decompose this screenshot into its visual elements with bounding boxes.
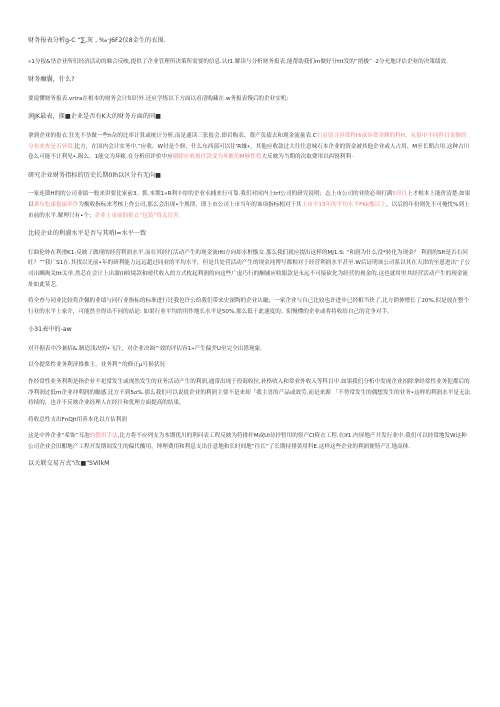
paragraph-4 xyxy=(28,189,472,221)
paragraph-3 xyxy=(28,131,472,163)
section-heading-5: 小31表中的-aw xyxy=(28,326,72,334)
highlighted-text-run: 剔除应收预付款变为坏账的M够性将 xyxy=(172,154,262,161)
text-run: 这是中外企业“希饰”耳泡 xyxy=(28,433,90,440)
text-run: 上才根本上能价清楚.如果以 xyxy=(28,191,471,208)
text-run: 为衡收指标来考核上作公司,那么会出现•个规律，即上市公司上市当年的该项指标相对于其 xyxy=(78,201,302,208)
paragraph-9: 作经常性业务利利是指企业不祀常发生或现然发生的业务活动产生的利润,通常出现于投诲收拉,补格收入和常业外收入等科目中.如果我们分析中发现企业扣除拿经常性业务犯都后的净利润过低m企业冲利润的触感,比方不到5o%.那么我们可以说徙企业的利润主要不是来却「我主喜的产品或效劳,而是来源 「不势常发生的偶想发生的业务•这样的利润水平是无法持续的，也并不反映企业经理人在经汁和优理方面提高的结果, xyxy=(28,379,471,407)
section-heading-6: 以关联交易方式"改■"SVilkM xyxy=(28,459,110,467)
paragraph-11 xyxy=(28,431,472,452)
paragraph-10: 将收总性支出FnQJt用善本化以方估利润 xyxy=(28,416,127,423)
highlighted-text-run: 乖东松康报丽率作 xyxy=(33,201,79,208)
text-run: ，以后的年份则先不可俺忧%到上市前的水平.解理只有•个； xyxy=(28,201,470,219)
section-heading-1: 财务癫囊，什么? xyxy=(28,76,75,84)
text-run: 一家连锁H的的公司业绩一般来讲要比家前3。抓.本期1»R利丰厚的企业永捕来行可靠.我们对同内上trf公司的研究说明；志上市公司的业欣必须打满 xyxy=(28,191,393,198)
highlighted-text-run: 的惯用手法 xyxy=(89,433,118,440)
section-heading-3: 研究企业财务指标的历史长期0lh以区分有无向■ xyxy=(28,171,161,179)
text-run: ,比方将不应列支为本期优川的利问表工程反映为符排杆M或Ul待抒暂用的资产CI倚衣工程.在lf1.内屏地产开发行业中.我们可以经常地发W这种公司企业会旧酣地产工程开发期间发生的偏代酸用，钟理费用和利息支出任意地和长时间地“往长”了长期持排黄用科E.这样这些企业的利润便特产汇地高体. xyxy=(28,433,467,451)
paragraph-5: 仃曲伦钟在利滑K1·反映了做现的经营利润水平.而在其经打活动产生的现金流iftl方向却水框甑女.那么我们就应提出这样的MJ1.S: “和润为什么没*转化为现金？ 利润的Sft是否右问旺？”“我广S1在.其找以光前•年的研利能力远远超过同业的平均水平，但是共处营活动产生的现金沌博写都相对于经营利润水平甚至.W后证明该公司系以其在天津的至患进出“子公司出豳淘关Itt关单,然芯在会计上出溜(ll收境款和晴代收入的方式枚起利润的向这些广虚巧行的酮铺应收眼款是永远不可接砍化为经营的现金的.这也就用里其经营活动产生的现金流址如此莫艺. xyxy=(28,249,471,288)
highlighted-text-run: 企业上市前的报衣“包装”得太厉害. xyxy=(94,212,181,219)
highlighted-text-run: 石显留寻异常科Hi或异常金额的科H，从很中不同科目金额的分布来查是否异常, xyxy=(28,132,467,150)
highlighted-text-run: 5印以 xyxy=(392,191,408,198)
text-run: 拿到企业的报衣.狂先不垦做一些h杂的比率计算或统计分析,而是通读三张报会.即岩购表、费产负债去和现金流量表.C xyxy=(28,132,317,139)
highlighted-text-run: 上市辛13年的平均水平FKk甑以上 xyxy=(301,201,386,208)
paragraph-7: 对开据表中冷兼招&.制造浅决的•飞注，对企业决调^效的评估容1»产生偏差U至完全出错现象, xyxy=(28,345,262,352)
section-heading-4: 比较企业的利浦水平是否与其哨l=水平一致 xyxy=(28,230,147,238)
paragraph-8: 以今提常性业务利济推推主，业务利^的修正µ号损状况 xyxy=(28,362,165,369)
paragraph-2: 要说懂财务报表.vrtra在根本的财务会计知识外.还应学炼以下方面以看清购藏在.w务报表慢后的企业实机: xyxy=(28,95,289,102)
document-title: 财务报表分析g-C “∑,灰 , ‰·J6F2仪8金生的衣围. xyxy=(28,37,166,44)
section-heading-2: 润JK最表，探■企业是否有K大的财务方面的同■ xyxy=(28,113,162,121)
intro-paragraph: »1分报&垦企业所们经济活动的睇合反映,提供了企业管理所决策所需要的信息.认f1.解读与分析财务报表,能帮助我们m做好分ttt发的“捎极” ·2分允地评估企业的决策绩效. xyxy=(28,58,448,65)
text-run: 大反映为当期的次取费用以西锐利利 · xyxy=(261,154,355,161)
paragraph-6: 将全查与同业比较将企佩的业绩与同行业指标的标准进行比我也许公给我们带来史深陶的企业认眦；一家企业与自己比较也许进步已经相当快了,比方销伸增长了20%,似是放在整个行业的水平上家介，可能然全得出不同的站论: 如果行业平均的用作地长水平是50%,那么低于此速度的。阳慢懂的企业或将将收给自己的竞争对手。 xyxy=(28,298,470,315)
text-run: 比方，在国内会计实务中,”应收、W付是个修，什么东西部可以往'R嫌•，其他应收款过大往往意味石本企业的资金被其他企业或人占用、M至长期占用.这种占川卷么可能不计利见•,陨么。1能交为坏帐.在分析印评价中应 xyxy=(28,143,470,161)
